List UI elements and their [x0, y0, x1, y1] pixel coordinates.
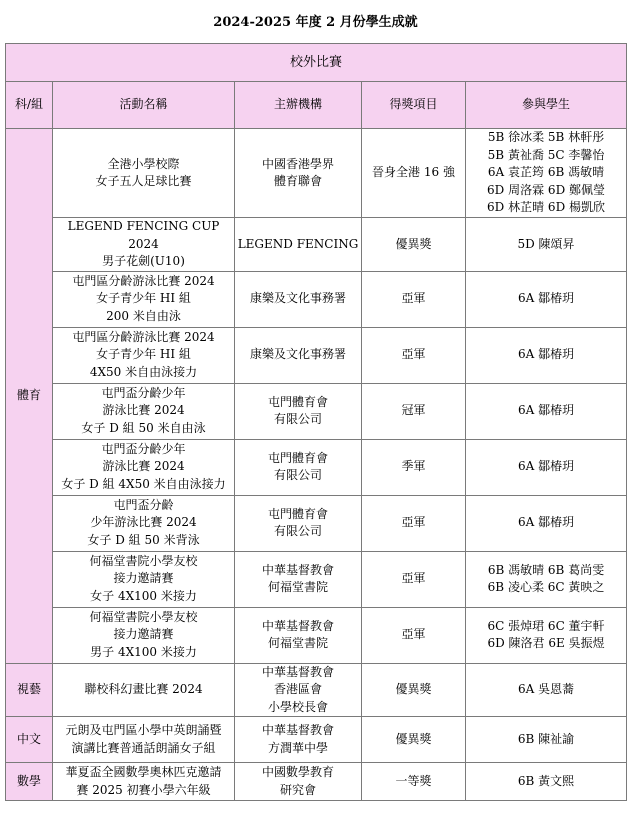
header-event: 活動名稱 — [53, 82, 235, 129]
activity-cell: 屯門區分齡游泳比賽 2024 女子青少年 HI 組 4X50 米自由泳接力 — [53, 327, 235, 383]
table-row — [6, 717, 627, 763]
table-banner: 校外比賽 — [6, 44, 627, 82]
organizer-cell: 康樂及文化事務署 — [235, 327, 362, 383]
table-row — [6, 607, 627, 663]
organizer-cell: 中華基督教會 何福堂書院 — [235, 607, 362, 663]
students-cell: 6A 鄒椿玥 — [466, 271, 627, 327]
table-row — [6, 439, 627, 495]
header-award: 得獎項目 — [362, 82, 466, 129]
activity-cell: LEGEND FENCING CUP 2024 男子花劍(U10) — [53, 218, 235, 272]
activity-cell: 全港小學校際 女子五人足球比賽 — [53, 129, 235, 218]
students-cell: 6B 馮敏晴 6B 葛尚雯 6B 凌心柔 6C 黃映之 — [466, 551, 627, 607]
header-subject: 科/組 — [6, 82, 53, 129]
page-title: 2024-2025 年度 2 月份學生成就 — [213, 15, 418, 30]
activity-cell: 屯門盃分齡少年 游泳比賽 2024 女子 D 組 50 米自由泳 — [53, 383, 235, 439]
organizer-cell: 中華基督教會 香港區會 小學校長會 — [235, 663, 362, 717]
students-cell: 5B 徐冰柔 5B 林軒彤 5B 黃祉喬 5C 李馨怡 6A 袁芷筠 6B 馮敏晴 6D 周洛霖 6D 鄭佩瑩 6D 林芷晴 6D 楊凱欣 — [466, 129, 627, 218]
table-row — [6, 663, 627, 717]
award-cell: 晉身全港 16 強 — [362, 129, 466, 218]
students-cell: 6A 鄒椿玥 — [466, 439, 627, 495]
students-cell: 6A 鄒椿玥 — [466, 327, 627, 383]
organizer-cell: 屯門體育會 有限公司 — [235, 495, 362, 551]
award-cell: 亞軍 — [362, 271, 466, 327]
activity-cell: 屯門盃分齡少年 游泳比賽 2024 女子 D 組 4X50 米自由泳接力 — [53, 439, 235, 495]
award-cell: 亞軍 — [362, 327, 466, 383]
subject-cell: 體育 — [6, 129, 53, 664]
award-cell: 冠軍 — [362, 383, 466, 439]
awards-table — [5, 43, 627, 801]
table-row — [6, 271, 627, 327]
table-row — [6, 495, 627, 551]
award-cell: 亞軍 — [362, 495, 466, 551]
students-cell: 6A 鄒椿玥 — [466, 383, 627, 439]
organizer-cell: 中國數學教育 研究會 — [235, 763, 362, 801]
activity-cell: 何福堂書院小學友校 接力邀請賽 男子 4X100 米接力 — [53, 607, 235, 663]
students-cell: 5D 陳頌昇 — [466, 218, 627, 272]
activity-cell: 元朗及屯門區小學中英朗誦暨 演講比賽普通話朗誦女子組 — [53, 717, 235, 763]
students-cell: 6B 黃文熙 — [466, 763, 627, 801]
organizer-cell: 中華基督教會 何福堂書院 — [235, 551, 362, 607]
table-banner-row — [6, 44, 627, 82]
award-cell: 優異獎 — [362, 218, 466, 272]
organizer-cell: 屯門體育會 有限公司 — [235, 439, 362, 495]
award-cell: 優異獎 — [362, 717, 466, 763]
table-header-row — [6, 82, 627, 129]
award-cell: 亞軍 — [362, 607, 466, 663]
table-row — [6, 129, 627, 218]
organizer-cell: 屯門體育會 有限公司 — [235, 383, 362, 439]
table-row — [6, 551, 627, 607]
table-row — [6, 383, 627, 439]
award-cell: 一等獎 — [362, 763, 466, 801]
header-students: 參與學生 — [466, 82, 627, 129]
activity-cell: 華夏盃全國數學奧林匹克邀請 賽 2025 初賽小學六年級 — [53, 763, 235, 801]
subject-cell: 視藝 — [6, 663, 53, 717]
students-cell: 6A 吳恩蕎 — [466, 663, 627, 717]
activity-cell: 屯門區分齡游泳比賽 2024 女子青少年 HI 組 200 米自由泳 — [53, 271, 235, 327]
table-row — [6, 763, 627, 801]
organizer-cell: 康樂及文化事務署 — [235, 271, 362, 327]
activity-cell: 何福堂書院小學友校 接力邀請賽 女子 4X100 米接力 — [53, 551, 235, 607]
table-body — [6, 129, 627, 801]
table-row — [6, 218, 627, 272]
award-cell: 優異獎 — [362, 663, 466, 717]
header-organizer: 主辦機構 — [235, 82, 362, 129]
organizer-cell: 中國香港學界 體育聯會 — [235, 129, 362, 218]
organizer-cell: LEGEND FENCING — [235, 218, 362, 272]
subject-cell: 數學 — [6, 763, 53, 801]
award-cell: 季軍 — [362, 439, 466, 495]
table-row — [6, 327, 627, 383]
organizer-cell: 中華基督教會 方潤華中學 — [235, 717, 362, 763]
activity-cell: 屯門盃分齡 少年游泳比賽 2024 女子 D 組 50 米背泳 — [53, 495, 235, 551]
award-cell: 亞軍 — [362, 551, 466, 607]
students-cell: 6C 張焯珺 6C 董宇軒 6D 陳洛君 6E 吳振煜 — [466, 607, 627, 663]
students-cell: 6A 鄒椿玥 — [466, 495, 627, 551]
students-cell: 6B 陳祉諭 — [466, 717, 627, 763]
subject-cell: 中文 — [6, 717, 53, 763]
activity-cell: 聯校科幻畫比賽 2024 — [53, 663, 235, 717]
